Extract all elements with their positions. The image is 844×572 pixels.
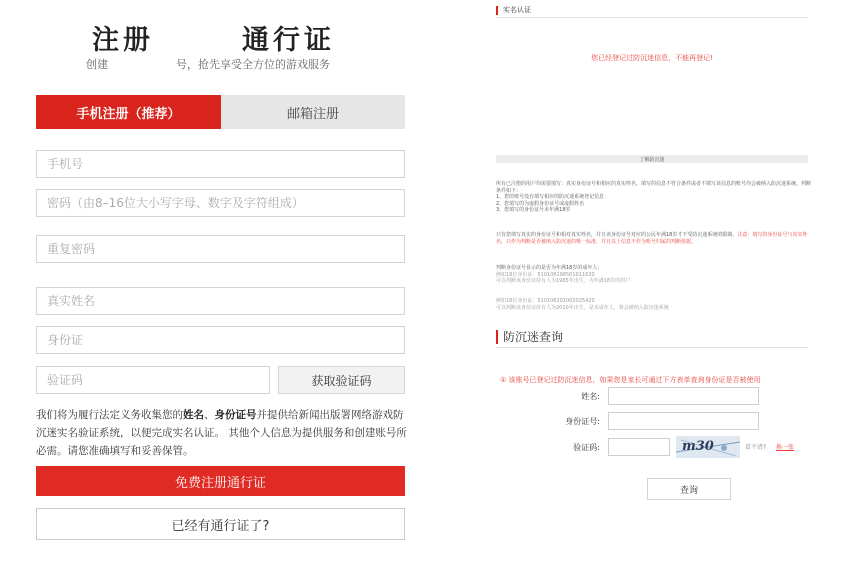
rule-text [496,232,811,245]
about-line: 所有已注册的用户均需要填写：真实身份证号和相应的真实姓名。填写的信息不符合条件或者不填写该信息的账号均会被纳入防沉迷系统。判断条件如下： [496,181,812,194]
query-button[interactable]: 查询 [647,478,731,500]
free-register-button[interactable]: 免费注册通行证 [36,466,405,496]
register-title: 注册 [92,25,154,56]
about-line: 3、您填写的身份证号未年满18岁 [496,207,571,213]
about-text [496,181,811,214]
rule-normal: 只有您填写真实的身份证号和相对真实姓名，并且该身份证号对应的公民年满18岁才不受防沉迷系统的限制。 [496,232,738,238]
about-anti-addiction-band [496,155,808,163]
captcha-image[interactable] [676,436,740,458]
real-name-input[interactable] [36,287,405,315]
verify-section-title: 实名认证 [503,6,531,14]
name-label: 姓名: [581,392,600,401]
pass-title: 通行证 [242,25,335,56]
example-id-2: 例如18位身份证：510106201002025420 [496,298,595,304]
change-captcha-link[interactable]: 换一张 [776,444,795,451]
privacy-notice [36,406,408,460]
example-2 [496,298,811,311]
id-label: 身份证号: [565,417,600,426]
about-title: 了解防沉迷 [639,156,665,163]
subtitle-create: 创建 [86,58,108,71]
judge-title: 判断身份证号显示的是否为年满18岁的成年人： [496,265,603,271]
captcha-text: m30 [682,439,714,454]
have-account-button[interactable]: 已经有通行证了? [36,508,405,540]
rule-red: 注意：填写的身份证号与真实姓名，只作为判断是否被纳入防沉迷的唯一标准，并且以上信息不作为账号归属的判断依据。 [496,232,808,245]
already-registered-message: 您已经登记过防沉迷信息，不能再登记! [591,54,713,62]
section-divider [496,17,808,18]
notice-text-2: 并提供给新闻出版署网络游戏防沉迷实名验证系统，以便完成实名认证。 其他个人信息为提供服务和创建账号所必需。请您准确填写和妥善保管。 [36,409,407,457]
query-id-input[interactable] [608,412,759,430]
id-card-input[interactable] [36,326,405,354]
notice-sep: 、 [204,409,215,421]
password-input[interactable] [36,189,405,217]
get-code-button[interactable]: 获取验证码 [278,366,405,394]
query-section-header [496,328,563,345]
notice-text-1: 我们将为履行法定义务收集您的 [36,409,183,421]
example-desc-2: 可以判断该身份证持有人为2010年出生，是未成年人，将会被纳入防沉迷系统 [496,304,669,311]
repeat-password-input[interactable] [36,235,405,263]
notice-bold-name: 姓名 [183,409,204,421]
example-desc-1: 可以判断该身份证持有人为1985年出生，为年满18岁的用户 [496,278,631,284]
example-id-1: 例如18位身份证：510106198501011630 [496,271,595,278]
about-line: 2、您填写的为虚假身份证号或虚假姓名 [496,200,585,207]
subtitle-service: 号，抢先享受全方位的游戏服务 [176,58,330,71]
judge-text [496,265,811,285]
captcha-label: 验证码: [573,443,600,452]
query-warning: ① 该账号已登记过防沉迷信息，如果您是家长可通过下方表单查询身份证是否被使用 [500,376,761,384]
section-marker [496,330,498,344]
notice-bold-id: 身份证号 [214,409,257,421]
about-line: 1、您的账号没有填写相应的防沉迷系统登记信息 [496,194,605,200]
cant-see-text: 看不清? [745,444,767,451]
query-captcha-input[interactable] [608,438,670,456]
tab-phone-register[interactable]: 手机注册（推荐） [36,95,221,129]
verify-section-header [496,5,531,15]
tab-email-register[interactable]: 邮箱注册 [221,95,405,129]
query-name-input[interactable] [608,387,759,405]
verification-code-input[interactable] [36,366,270,394]
section-divider [496,347,808,348]
query-section-title: 防沉迷查询 [503,330,564,344]
section-marker [496,6,498,15]
phone-input[interactable] [36,150,405,178]
